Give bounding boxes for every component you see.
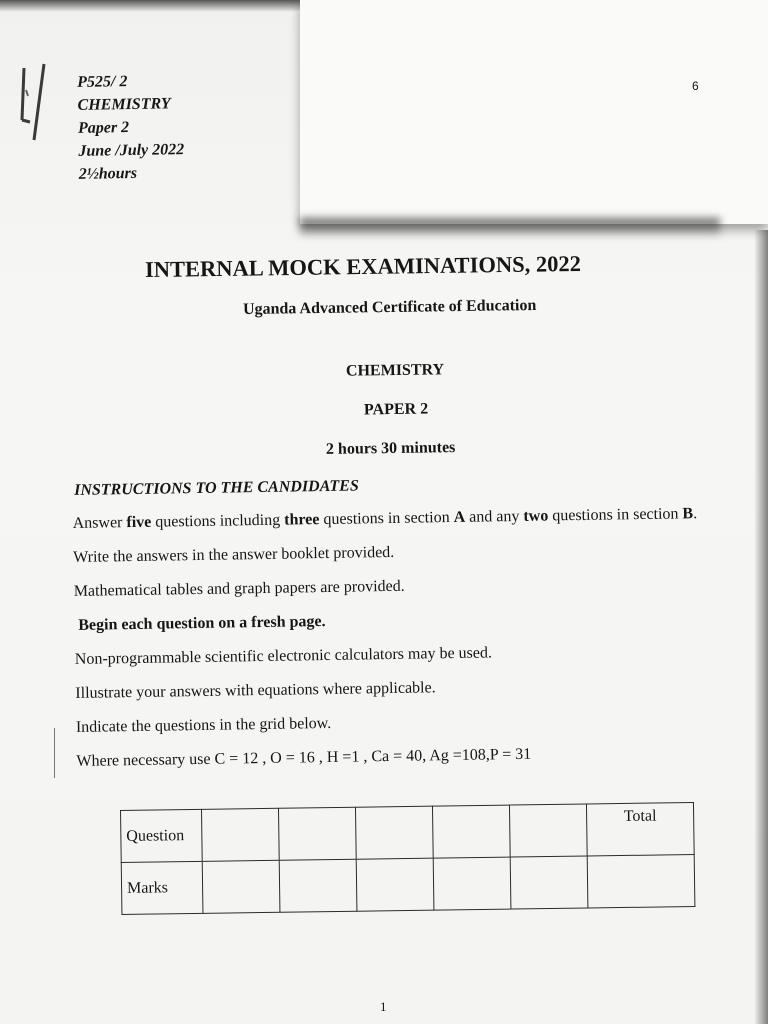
grid-cell xyxy=(202,860,280,913)
exam-subtitle: Uganda Advanced Certificate of Education xyxy=(242,296,537,319)
instruction-equations: Illustrate your answers with equations where applicable. xyxy=(75,679,436,702)
grid-cell xyxy=(278,807,356,860)
header-session: June /July 2022 xyxy=(78,141,185,160)
grid-cell xyxy=(201,808,279,861)
instruction-answer-five: Answer five questions including three questions in section A and any two questions in section B. xyxy=(72,505,698,532)
instruction-grid: Indicate the questions in the grid below. xyxy=(75,714,332,736)
exam-subject: CHEMISTRY xyxy=(345,361,445,380)
scan-shadow-top xyxy=(0,0,300,12)
instructions-section xyxy=(70,470,735,785)
grid-cell xyxy=(279,859,357,912)
instruction-answer-booklet: Write the answers in the answer booklet provided. xyxy=(73,543,395,566)
exam-title: INTERNAL MOCK EXAMINATIONS, 2022 xyxy=(144,250,582,283)
header-duration: 2½hours xyxy=(78,164,138,183)
instruction-fresh-page: Begin each question on a fresh page. xyxy=(78,613,326,634)
grid-question-row xyxy=(121,802,695,862)
grid-question-label: Question xyxy=(121,809,203,862)
exam-duration: 2 hours 30 minutes xyxy=(325,439,456,458)
staple-icon xyxy=(16,60,52,150)
grid-cell xyxy=(433,857,511,910)
grid-cell xyxy=(355,806,433,859)
top-page-number: 6 xyxy=(692,79,699,93)
fold-shadow xyxy=(300,218,720,238)
exam-paper: PAPER 2 xyxy=(363,400,429,419)
grid-total-label: Total xyxy=(586,802,694,855)
grid-cell xyxy=(509,804,587,857)
paper-code: P525/ 2 xyxy=(77,73,128,91)
grid-cell xyxy=(510,856,588,909)
instructions-heading: INSTRUCTIONS TO THE CANDIDATES xyxy=(74,477,359,499)
bottom-page-number: 1 xyxy=(380,999,387,1014)
grid-marks-label: Marks xyxy=(121,861,203,914)
grid-cell xyxy=(356,858,434,911)
header-paper: Paper 2 xyxy=(77,119,130,137)
paper-header xyxy=(77,69,185,186)
grid-cell xyxy=(432,805,510,858)
instruction-calculators: Non-programmable scientific electronic calculators may be used. xyxy=(74,644,493,668)
header-subject: CHEMISTRY xyxy=(77,95,171,114)
margin-pencil-mark xyxy=(54,728,55,778)
scan-shadow-right xyxy=(754,230,768,1024)
instruction-atomic-masses: Where necessary use C = 12 , O = 16 , H =1 , Ca = 40, Ag =108,P = 31 xyxy=(76,745,532,770)
folded-paper-overlay xyxy=(300,0,768,224)
instruction-tables: Mathematical tables and graph papers are provided. xyxy=(73,577,405,600)
grid-marks-row xyxy=(121,854,695,914)
marks-grid xyxy=(120,802,695,915)
grid-total-cell xyxy=(587,854,695,907)
